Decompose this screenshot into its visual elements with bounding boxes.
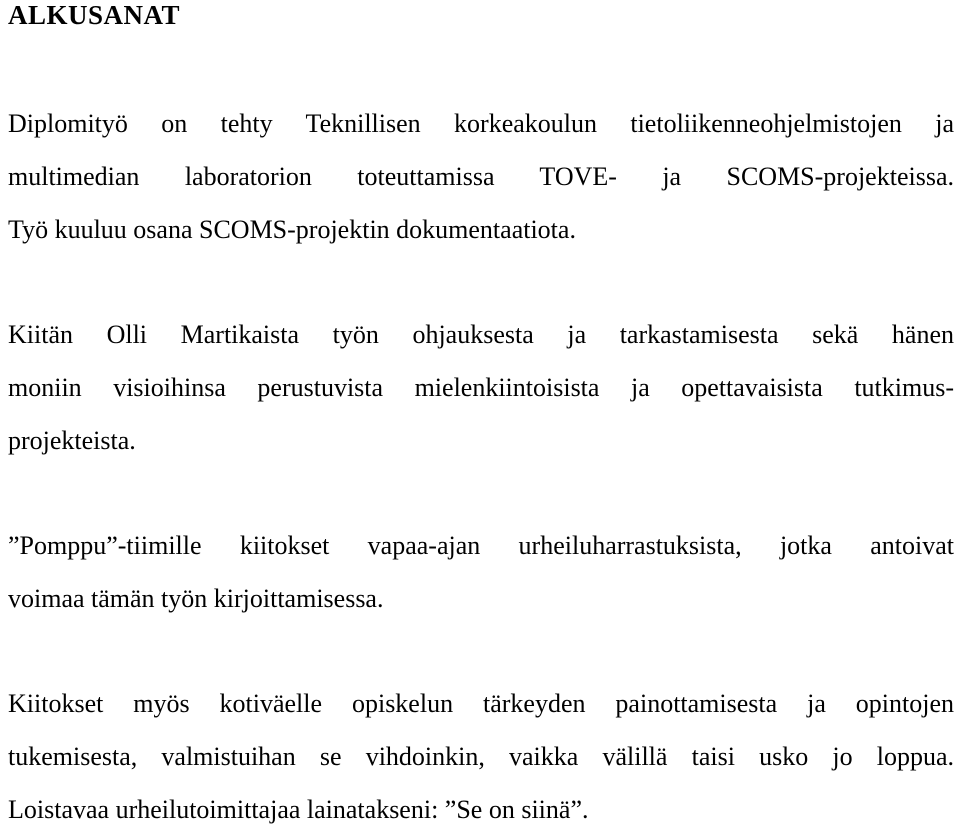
- text-line: Loistavaa urheilutoimittajaa lainatakseni: ”Se on siinä”.: [8, 795, 589, 824]
- paragraph-thesis-context: [8, 97, 954, 256]
- text-line: projekteista.: [8, 426, 136, 455]
- text-line: Diplomityö on tehty Teknillisen korkeakoulun tietoliikenneohjelmistojen ja: [8, 109, 954, 138]
- paragraph-supervisor-thanks: [8, 308, 954, 467]
- text-line: tukemisesta, valmistuihan se vihdoinkin, vaikka välillä taisi usko jo loppua.: [8, 742, 954, 771]
- text-line: Työ kuuluu osana SCOMS-projektin dokumentaatiota.: [8, 215, 576, 244]
- text-line: multimedian laboratorion toteuttamissa TOVE- ja SCOMS-projekteissa.: [8, 162, 954, 191]
- text-line: Kiitän Olli Martikaista työn ohjauksesta ja tarkastamisesta sekä hänen: [8, 320, 954, 349]
- paragraph-team-thanks: [8, 519, 954, 625]
- paragraph-family-thanks: [8, 677, 954, 836]
- text-line: moniin visioihinsa perustuvista mielenkiintoisista ja opettavaisista tutkimus-: [8, 373, 954, 402]
- text-line: voimaa tämän työn kirjoittamisessa.: [8, 584, 384, 613]
- text-line: Kiitokset myös kotiväelle opiskelun tärkeyden painottamisesta ja opintojen: [8, 689, 954, 718]
- document-page: [8, 0, 954, 836]
- page-title: ALKUSANAT: [8, 0, 181, 30]
- text-line: ”Pomppu”-tiimille kiitokset vapaa-ajan urheiluharrastuksista, jotka antoivat: [8, 531, 954, 560]
